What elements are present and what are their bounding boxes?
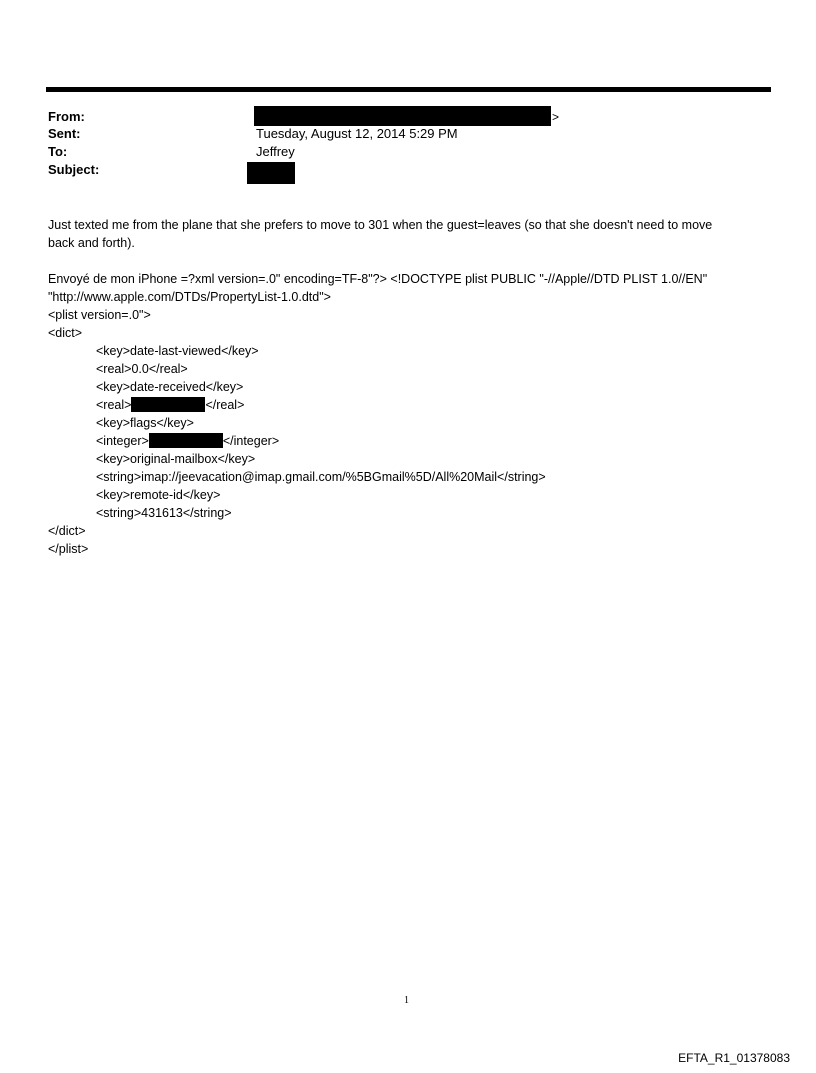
key-original-mailbox: <key>original-mailbox</key> [96,452,256,466]
integer-close-tag: </integer> [222,434,280,448]
body-paragraph-line-1: Just texted me from the plane that she prefers to move to 301 when the guest=leaves (so that she doesn't need to move [48,218,713,232]
bates-number: EFTA_R1_01378083 [678,1051,790,1065]
string-remote-id: <string>431613</string> [96,506,232,520]
plist-header-line-1: Envoyé de mon iPhone =?xml version=.0" encoding=TF-8"?> <!DOCTYPE plist PUBLIC "-//Apple//DTD PLIST 1.0//EN" [48,272,708,286]
key-date-last-viewed: <key>date-last-viewed</key> [96,344,259,358]
string-original-mailbox: <string>imap://jeevacation@imap.gmail.com/%5BGmail%5D/All%20Mail</string> [96,470,546,484]
subject-redaction [247,162,295,184]
from-trailing-bracket: > [552,110,560,124]
header-rule [46,87,771,92]
flags-redaction [149,433,223,448]
from-redaction [254,106,551,126]
subject-label: Subject: [48,162,100,177]
date-received-redaction [131,397,205,412]
body-paragraph-line-2: back and forth). [48,236,135,250]
to-label: To: [48,144,68,159]
sent-label: Sent: [48,126,81,141]
plist-close-tag: </plist> [48,542,89,556]
real-date-last-viewed: <real>0.0</real> [96,362,188,376]
plist-header-line-2: "http://www.apple.com/DTDs/PropertyList-1.0.dtd"> [48,290,331,304]
dict-close-tag: </dict> [48,524,86,538]
real-close-tag: </real> [205,398,245,412]
page-number: 1 [404,995,409,1006]
key-date-received: <key>date-received</key> [96,380,244,394]
from-label: From: [48,109,85,124]
key-flags: <key>flags</key> [96,416,194,430]
real-open-tag: <real> [96,398,132,412]
dict-open-tag: <dict> [48,326,83,340]
plist-open-tag: <plist version=.0"> [48,308,151,322]
key-remote-id: <key>remote-id</key> [96,488,221,502]
integer-open-tag: <integer> [96,434,149,448]
real-date-received-line [96,396,244,414]
to-value: Jeffrey [256,144,295,159]
sent-value: Tuesday, August 12, 2014 5:29 PM [256,126,458,141]
integer-flags-line [96,432,279,450]
